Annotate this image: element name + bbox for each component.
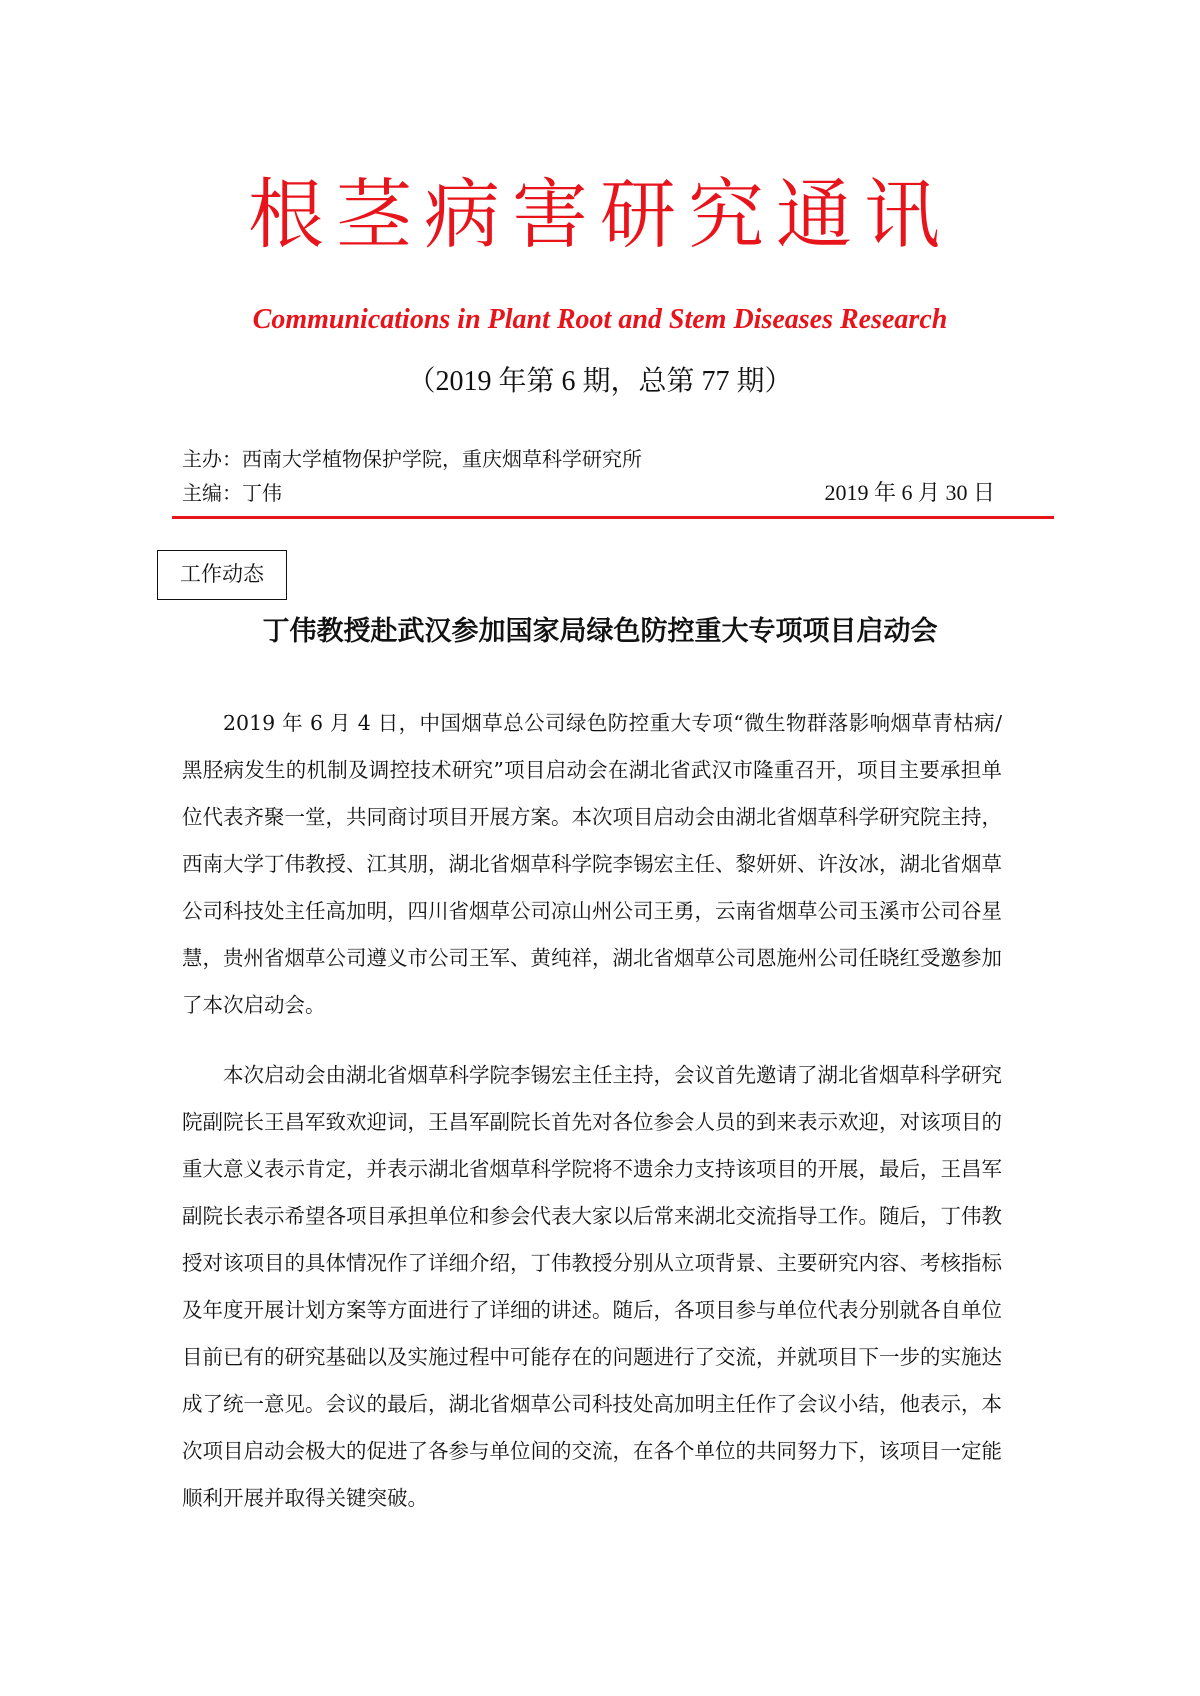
article-paragraph-1: 2019 年 6 月 4 日，中国烟草总公司绿色防控重大专项“微生物群落影响烟草青枯病/黑胫病发生的机制及调控技术研究”项目启动会在湖北省武汉市隆重召开，项目主要承担单位代表齐聚一堂，共同商讨项目开展方案。本次项目启动会由湖北省烟草科学研究院主持，西南大学丁伟教授、江其朋，湖北省烟草科学院李锡宏主任、黎妍妍、许汝冰，湖北省烟草公司科技处主任高加明，四川省烟草公司凉山州公司王勇，云南省烟草公司玉溪市公司谷星慧，贵州省烟草公司遵义市公司王军、黄纯祥，湖北省烟草公司恩施州公司任晓红受邀参加了本次启动会。 [182,711,1002,1017]
issue-number: （2019 年第 6 期，总第 77 期） [407,366,793,397]
newsletter-title-en: Communications in Plant Root and Stem Diseases Research [252,304,948,335]
header-divider [172,516,1054,519]
article-paragraph-2: 本次启动会由湖北省烟草科学院李锡宏主任主持，会议首先邀请了湖北省烟草科学研究院副院长王昌军致欢迎词，王昌军副院长首先对各位参会人员的到来表示欢迎，对该项目的重大意义表示肯定，并表示湖北省烟草科学院将不遗余力支持该项目的开展，最后，王昌军副院长表示希望各项目承担单位和参会代表大家以后常来湖北交流指导工作。随后，丁伟教授对该项目的具体情况作了详细介绍，丁伟教授分别从立项背景、主要研究内容、考核指标及年度开展计划方案等方面进行了详细的讲述。随后，各项目参与单位代表分别就各自单位目前已有的研究基础以及实施过程中可能存在的问题进行了交流，并就项目下一步的实施达成了统一意见。会议的最后，湖北省烟草公司科技处高加明主任作了会议小结，他表示，本次项目启动会极大的促进了各参与单位间的交流，在各个单位的共同努力下，该项目一定能顺利开展并取得关键突破。 [182,1063,1002,1510]
section-label: 工作动态 [157,550,287,600]
sponsor-line: 主办：西南大学植物保护学院，重庆烟草科学研究所 [182,447,642,471]
editor-line: 主编：丁伟 [182,481,282,505]
newsletter-title-cn: 根茎病害研究通讯 [248,170,952,259]
article-title: 丁伟教授赴武汉参加国家局绿色防控重大专项项目启动会 [262,616,938,647]
publication-date: 2019 年 6 月 30 日 [824,480,995,505]
